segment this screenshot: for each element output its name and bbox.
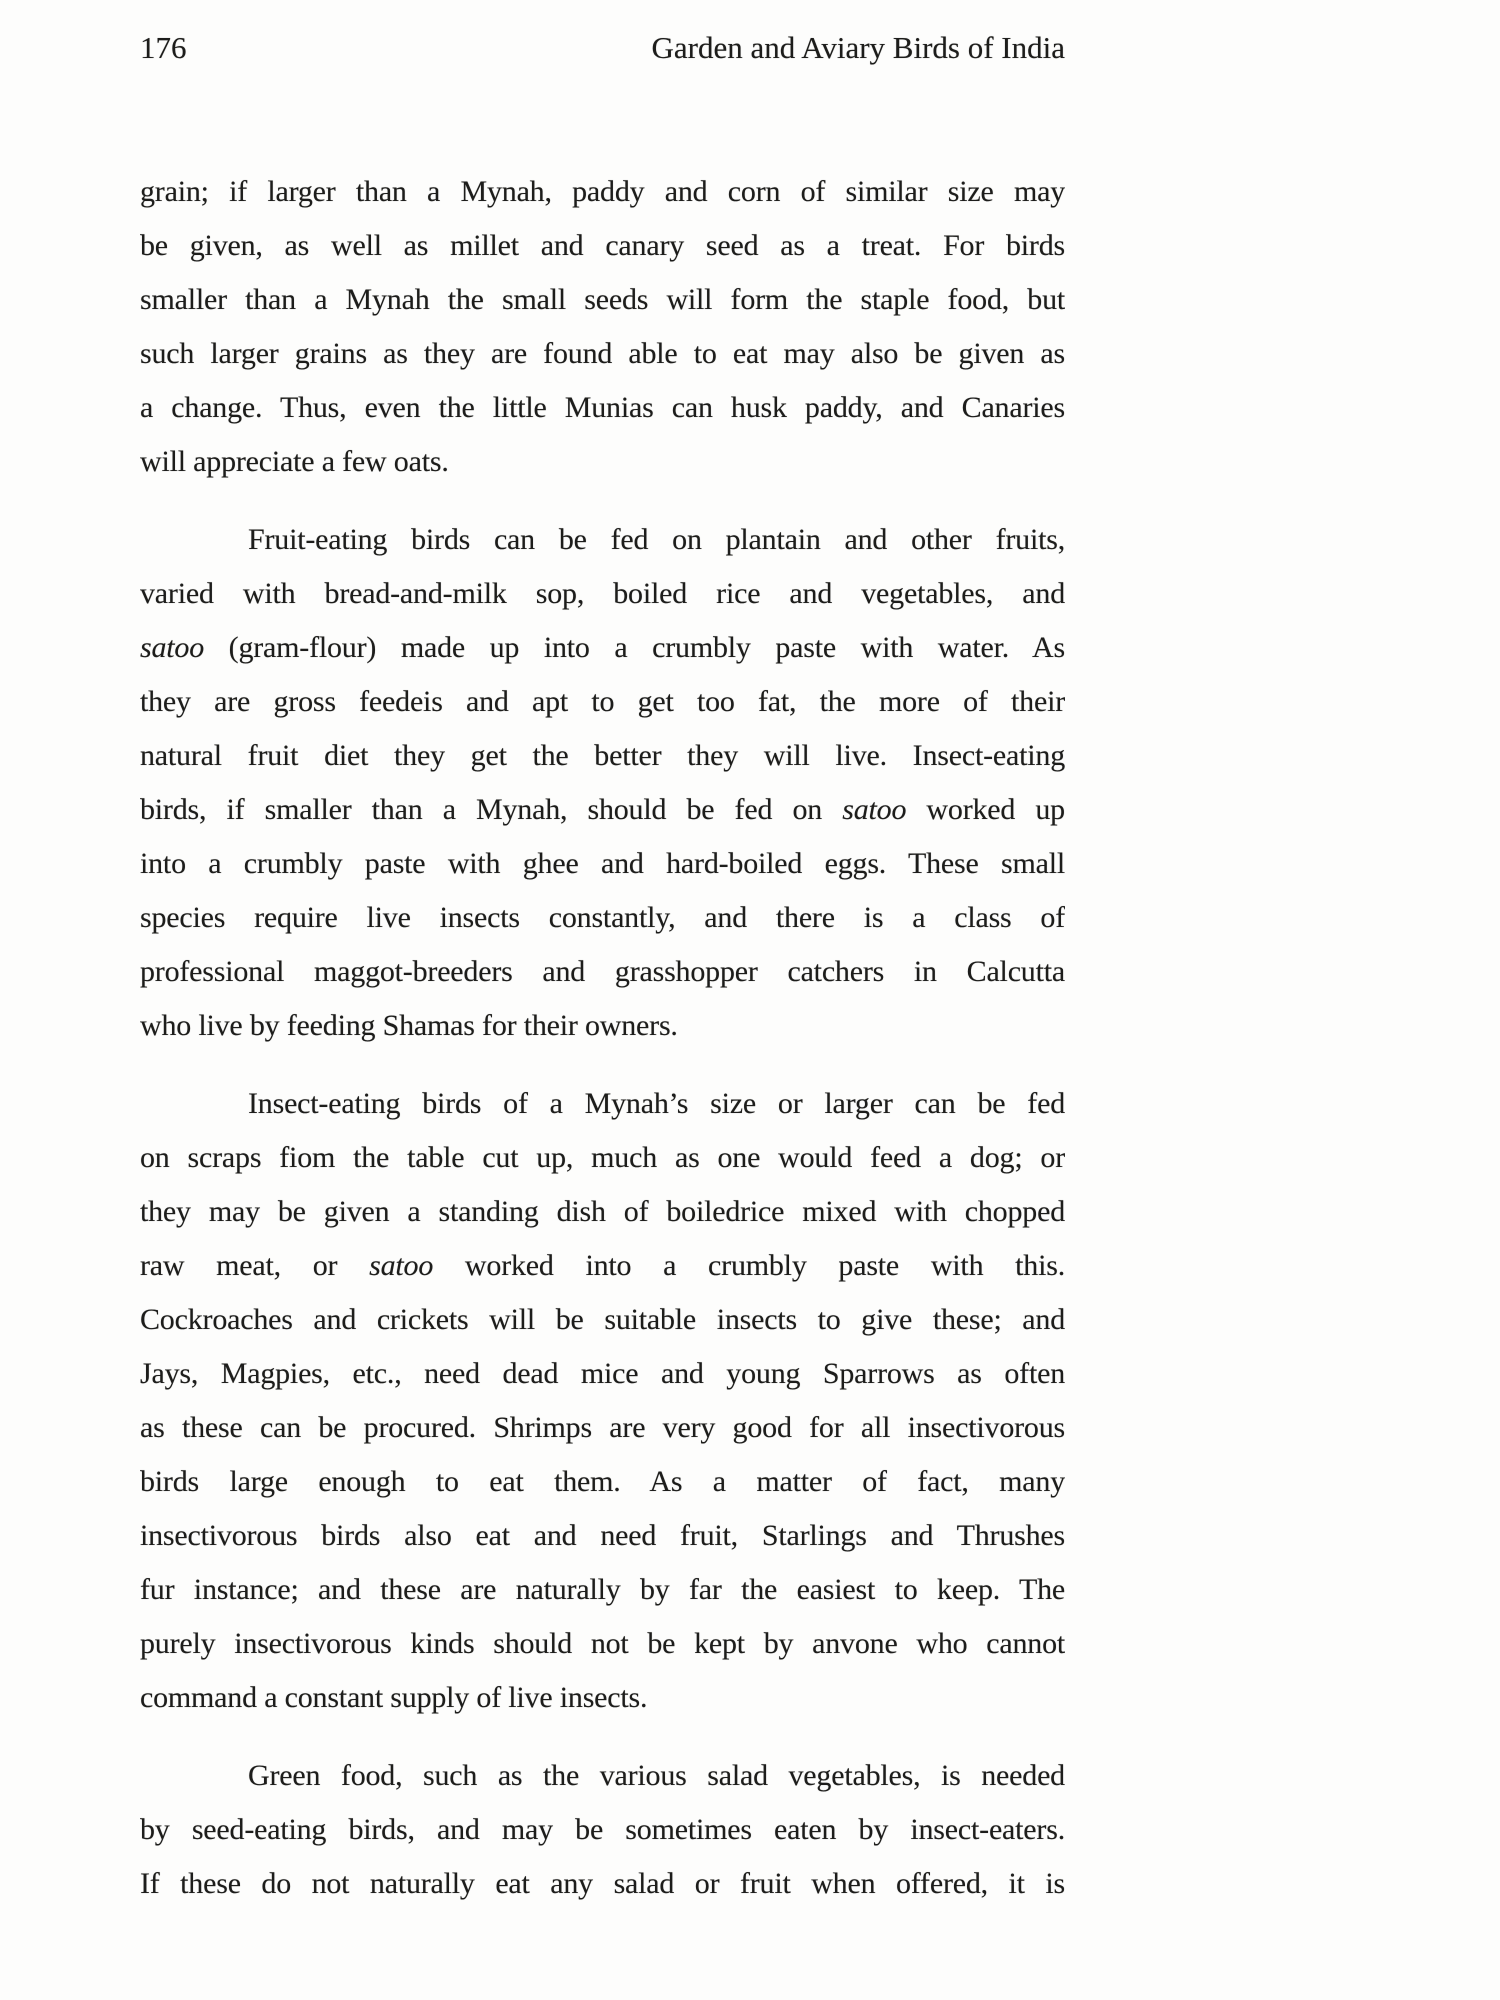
text-run: Green food, such as the various salad vegetables, is needed [248,1759,1065,1792]
text-run: fur instance; and these are naturally by far the easiest to keep. The [140,1573,1065,1606]
text-run: who live by feeding Shamas for their owners. [140,1009,678,1042]
italic-text-run: satoo [842,793,907,826]
text-line [140,1185,1065,1239]
text-line [140,327,1065,381]
text-run: by seed-eating birds, and may be sometimes eaten by insect-eaters. [140,1813,1065,1846]
text-run: smaller than a Mynah the small seeds will form the staple food, but [140,283,1065,316]
text-line [140,1239,1065,1293]
text-line [140,675,1065,729]
text-run: they are gross feedeis and apt to get too fat, the more of their [140,685,1065,718]
text-run: be given, as well as millet and canary seed as a treat. For birds [140,229,1065,262]
paragraph [140,165,1065,489]
text-run: into a crumbly paste with ghee and hard-boiled eggs. These small [140,847,1065,880]
text-line [140,435,1065,489]
text-line [140,891,1065,945]
text-run: as these can be procured. Shrimps are very good for all insectivorous [140,1411,1065,1444]
text-run: worked up [906,793,1065,826]
text-run: purely insectivorous kinds should not be kept by anvone who cannot [140,1627,1065,1660]
text-line [140,1131,1065,1185]
text-run: Jays, Magpies, etc., need dead mice and young Sparrows as often [140,1357,1065,1390]
text-run: birds, if smaller than a Mynah, should be fed on [140,793,843,826]
text-run: (gram-flour) made up into a crumbly paste with water. As [204,631,1065,664]
text-line [140,1455,1065,1509]
paragraph [140,513,1065,1053]
text-line [140,783,1065,837]
paragraph [140,1077,1065,1725]
text-line [140,1509,1065,1563]
text-run: insectivorous birds also eat and need fruit, Starlings and Thrushes [140,1519,1065,1552]
page-number: 176 [140,30,187,65]
text-run: Insect-eating birds of a Mynah’s size or larger can be fed [248,1087,1065,1120]
text-line [140,1617,1065,1671]
text-line [140,1857,1065,1911]
text-line [140,381,1065,435]
text-run: grain; if larger than a Mynah, paddy and corn of similar size may [140,175,1065,208]
text-line [140,999,1065,1053]
text-run: species require live insects constantly, and there is a class of [140,901,1065,934]
text-run: a change. Thus, even the little Munias can husk paddy, and Canaries [140,391,1065,424]
text-line [140,621,1065,675]
text-run: raw meat, or [140,1249,370,1282]
text-line [140,1347,1065,1401]
running-head: Garden and Aviary Birds of India [651,30,1065,65]
italic-text-run: satoo [369,1249,434,1282]
text-line [140,1563,1065,1617]
text-run: such larger grains as they are found able to eat may also be given as [140,337,1065,370]
italic-text-run: satoo [140,631,205,664]
text-run: Fruit-eating birds can be fed on plantain and other fruits, [248,523,1065,556]
text-line [140,273,1065,327]
text-line [140,1671,1065,1725]
paragraph [140,1749,1065,1911]
text-line [140,219,1065,273]
text-line [140,165,1065,219]
text-run: birds large enough to eat them. As a matter of fact, many [140,1465,1065,1498]
text-run: worked into a crumbly paste with this. [433,1249,1065,1282]
page-body [140,165,1065,1911]
text-run: Cockroaches and crickets will be suitable insects to give these; and [140,1303,1065,1336]
text-line [140,1749,1065,1803]
text-run: natural fruit diet they get the better they will live. Insect-eating [140,739,1065,772]
text-line [140,1077,1065,1131]
text-line [140,1293,1065,1347]
text-line [140,1401,1065,1455]
text-run: they may be given a standing dish of boiledrice mixed with chopped [140,1195,1065,1228]
text-run: professional maggot-breeders and grasshopper catchers in Calcutta [140,955,1065,988]
text-line [140,513,1065,567]
text-line [140,1803,1065,1857]
text-run: varied with bread-and-milk sop, boiled rice and vegetables, and [140,577,1065,610]
text-line [140,729,1065,783]
text-line [140,837,1065,891]
text-run: will appreciate a few oats. [140,445,449,478]
text-line [140,567,1065,621]
text-run: command a constant supply of live insects. [140,1681,648,1714]
text-run: on scraps fiom the table cut up, much as one would feed a dog; or [140,1141,1065,1174]
text-run: If these do not naturally eat any salad or fruit when offered, it is [140,1867,1065,1900]
text-line [140,945,1065,999]
page-header [140,0,1065,68]
